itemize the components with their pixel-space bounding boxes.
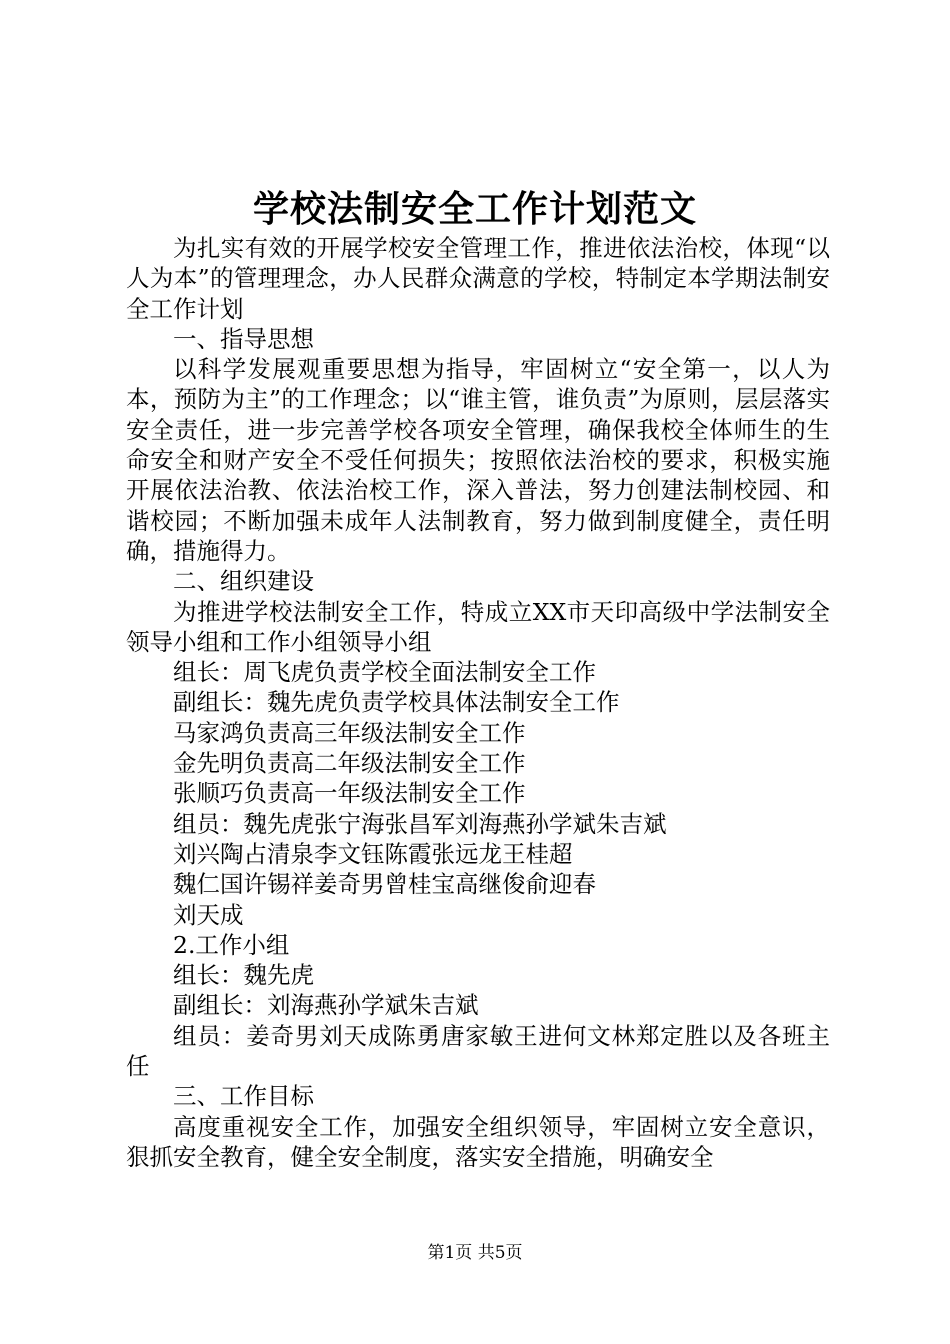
- leader-line: 张顺巧负责高一年级法制安全工作: [173, 779, 526, 808]
- section-heading-work-goals: 三、工作目标: [173, 1082, 314, 1111]
- work-goals-paragraph: 高度重视安全工作，加强安全组织领导，牢固树立安全意识，狠抓安全教育，健全安全制度，落实安全措施，明确安全: [126, 1112, 830, 1171]
- section-heading-organization: 二、组织建设: [173, 567, 314, 596]
- document-body: [126, 233, 830, 1172]
- section-heading-guiding-ideology: 一、指导思想: [173, 324, 314, 353]
- work-group-line: 组长：魏先虎: [173, 961, 314, 990]
- organization-intro-paragraph: 为推进学校法制安全工作，特成立XX市天印高级中学法制安全领导小组和工作小组领导小组: [126, 597, 830, 656]
- leader-line: 马家鸿负责高三年级法制安全工作: [173, 718, 526, 747]
- work-group-heading: 2.工作小组: [173, 930, 290, 959]
- leader-line: 刘兴陶占清泉李文钰陈霞张远龙王桂超: [173, 839, 573, 868]
- document-title: 学校法制安全工作计划范文: [252, 188, 697, 230]
- guiding-ideology-paragraph: 以科学发展观重要思想为指导，牢固树立“安全第一，以人为本，预防为主”的工作理念；以“谁主管，谁负责”为原则，层层落实安全责任，进一步完善学校各项安全管理，确保我校全体师生的生命安全和财产安全不受任何损失；按照依法治校的要求，积极实施开展依法治教、依法治校工作，深入普法，努力创建法制校园、和谐校园；不断加强未成年人法制教育，努力做到制度健全，责任明确，措施得力。: [126, 355, 830, 565]
- intro-paragraph: 为扎实有效的开展学校安全管理工作，推进依法治校，体现“以人为本”的管理理念，办人民群众满意的学校，特制定本学期法制安全工作计划: [126, 234, 830, 323]
- leader-line: 魏仁国许锡祥姜奇男曾桂宝高继俊俞迎春: [173, 870, 596, 899]
- work-group-members-paragraph: 组员：姜奇男刘天成陈勇唐家敏王进何文林郑定胜以及各班主任: [126, 1021, 830, 1081]
- leader-line: 刘天成: [173, 900, 244, 929]
- leader-line: 组长：周飞虎负责学校全面法制安全工作: [173, 658, 596, 687]
- page-footer: 第1页 共5页: [427, 1243, 523, 1263]
- leader-line: 组员：魏先虎张宁海张昌军刘海燕孙学斌朱吉斌: [173, 809, 667, 838]
- leader-line: 金先明负责高二年级法制安全工作: [173, 749, 526, 778]
- leader-line: 副组长：魏先虎负责学校具体法制安全工作: [173, 688, 620, 717]
- work-group-line: 副组长：刘海燕孙学斌朱吉斌: [173, 991, 479, 1020]
